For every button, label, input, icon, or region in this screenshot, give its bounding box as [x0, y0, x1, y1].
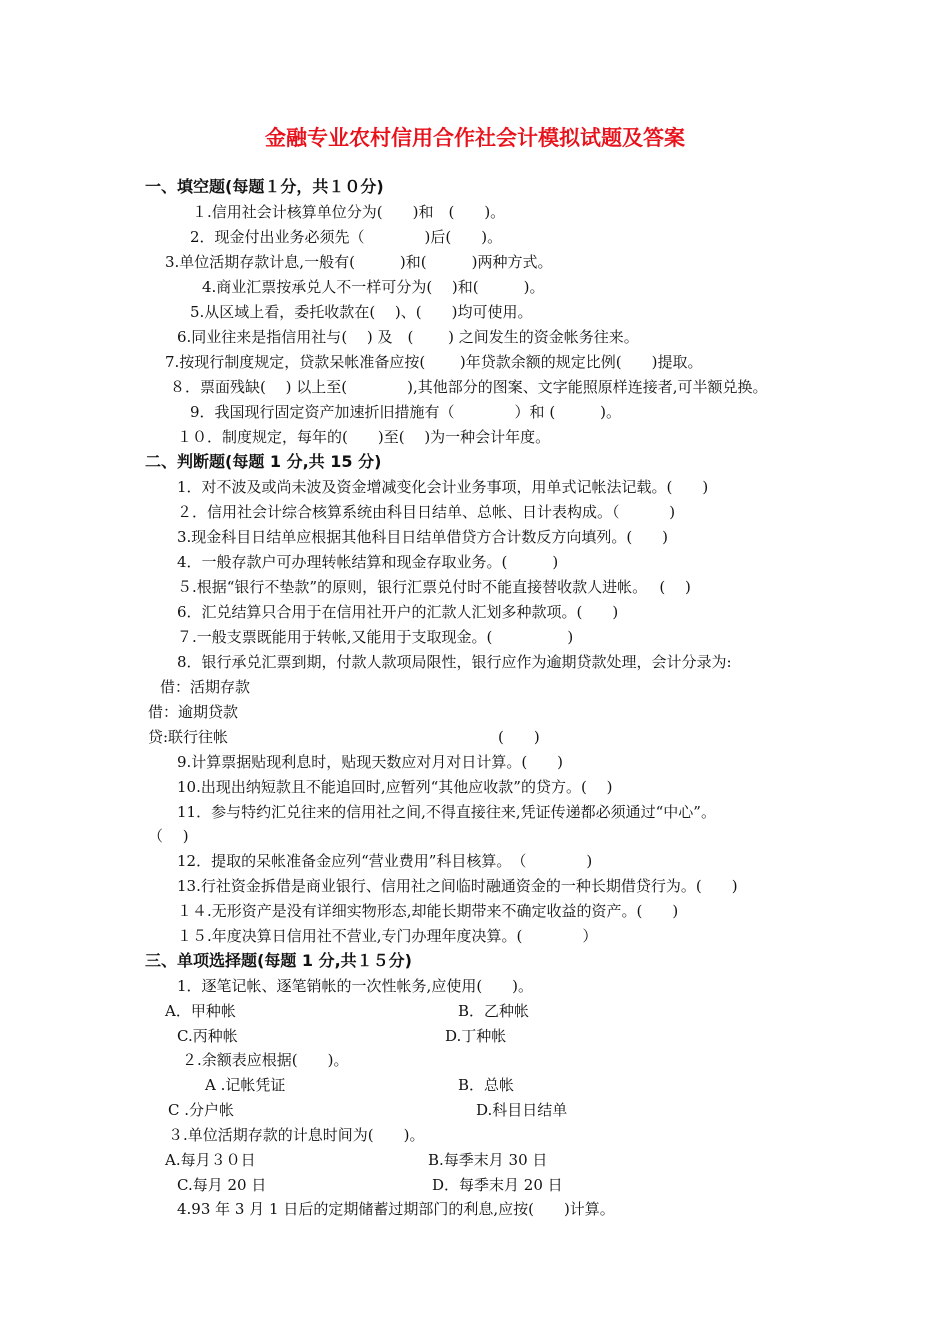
question-line-continuation: （ ) [148, 827, 189, 845]
question-line: 8．银行承兑汇票到期，付款人款项局限性，银行应作为逾期贷款处理，会计分录为: [177, 653, 732, 671]
section-heading-true-false: 二、判断题(每题 1 分,共 15 分) [145, 452, 382, 471]
question-line: 5.从区域上看，委托收款在( )、( )均可使用。 [190, 303, 533, 321]
option-c: C.每月 20 日 [177, 1176, 267, 1194]
question-line: 1．逐笔记帐、逐笔销帐的一次性帐务,应使用( )。 [177, 977, 534, 995]
option-d: D.丁种帐 [445, 1027, 507, 1045]
option-d: D.科目日结单 [476, 1101, 568, 1119]
question-line: １０．制度规定，每年的( )至( )为一种会计年度。 [177, 428, 551, 446]
option-a: A .记帐凭证 [205, 1076, 286, 1094]
option-a: A．甲种帐 [165, 1002, 236, 1020]
question-line: 7.按现行制度规定，贷款呆帐准备应按( )年贷款余额的规定比例( )提取。 [165, 353, 703, 371]
option-d: D．每季末月 20 日 [432, 1176, 563, 1194]
question-line: ７.一般支票既能用于转帐,又能用于支取现金。( ) [177, 628, 574, 646]
journal-entry-line: 借：逾期贷款 [148, 703, 239, 721]
option-c: C.丙种帐 [177, 1027, 238, 1045]
question-line: ５.根据“银行不垫款”的原则，银行汇票兑付时不能直接替收款人进帐。 ( ) [177, 578, 691, 596]
question-line: ３.单位活期存款的计息时间为( )。 [168, 1126, 425, 1144]
question-line: 4.93 年 3 月 1 日后的定期储蓄过期部门的利息,应按( )计算。 [177, 1200, 615, 1218]
option-b: B．乙种帐 [458, 1002, 530, 1020]
question-line: 10.出现出纳短款且不能追回时,应暂列“其他应收款”的贷方。( ) [177, 778, 613, 796]
option-c: C .分户帐 [168, 1101, 235, 1119]
question-line: 12．提取的呆帐准备金应列“营业费用”科目核算。 （ ) [177, 852, 593, 870]
option-b: B．总帐 [458, 1076, 515, 1094]
question-line: 2．现金付出业务必须先（ )后( )。 [190, 228, 503, 246]
journal-entry-line: 贷:联行往帐 ( ) [148, 728, 540, 746]
journal-entry-line: 借：活期存款 [160, 678, 251, 696]
document-title: 金融专业农村信用合作社会计模拟试题及答案 [265, 126, 685, 150]
question-line: ８．票面残缺( ) 以上至( ),其他部分的图案、文字能照原样连接者,可半额兑换。 [170, 378, 768, 396]
question-line: 6.同业往来是指信用社与( ) 及 ( ) 之间发生的资金帐务往来。 [177, 328, 639, 346]
question-line: 9．我国现行固定资产加速折旧措施有（ ）和 ( )。 [190, 403, 622, 421]
question-line: 3.单位活期存款计息,一般有( )和( )两种方式。 [165, 253, 553, 271]
question-line: １.信用社会计核算单位分为( )和 ( )。 [192, 203, 506, 221]
question-line: 11．参与特约汇兑往来的信用社之间,不得直接往来,凭证传递都必须通过“中心”。 [177, 803, 716, 821]
question-line: 4．一般存款户可办理转帐结算和现金存取业务。( ) [177, 553, 559, 571]
option-a: A.每月３０日 [165, 1151, 256, 1169]
section-heading-fill-in: 一、填空题(每题１分，共１０分) [145, 177, 384, 196]
question-line: １５.年度决算日信用社不营业,专门办理年度决算。( ） [177, 927, 598, 945]
question-line: １４.无形资产是没有详细实物形态,却能长期带来不确定收益的资产。( ) [177, 902, 679, 920]
section-heading-single-choice: 三、单项选择题(每题 1 分,共１５分) [145, 951, 412, 970]
option-b: B.每季末月 30 日 [428, 1151, 548, 1169]
question-line: ２.余额表应根据( )。 [182, 1051, 349, 1069]
question-line: 1．对不波及或尚未波及资金增减变化会计业务事项，用单式记帐法记载。( ) [177, 478, 709, 496]
question-line: 4.商业汇票按承兑人不一样可分为( )和( )。 [202, 278, 545, 296]
question-line: 9.计算票据贴现利息时，贴现天数应对月对日计算。( ) [177, 753, 564, 771]
question-line: 3.现金科目日结单应根据其他科目日结单借贷方合计数反方向填列。( ) [177, 528, 669, 546]
question-line: ２．信用社会计综合核算系统由科目日结单、总帐、日计表构成。（ ) [177, 503, 676, 521]
question-line: 13.行社资金拆借是商业银行、信用社之间临时融通资金的一种长期借贷行为。( ) [177, 877, 738, 895]
question-line: 6．汇兑结算只合用于在信用社开户的汇款人汇划多种款项。( ) [177, 603, 619, 621]
